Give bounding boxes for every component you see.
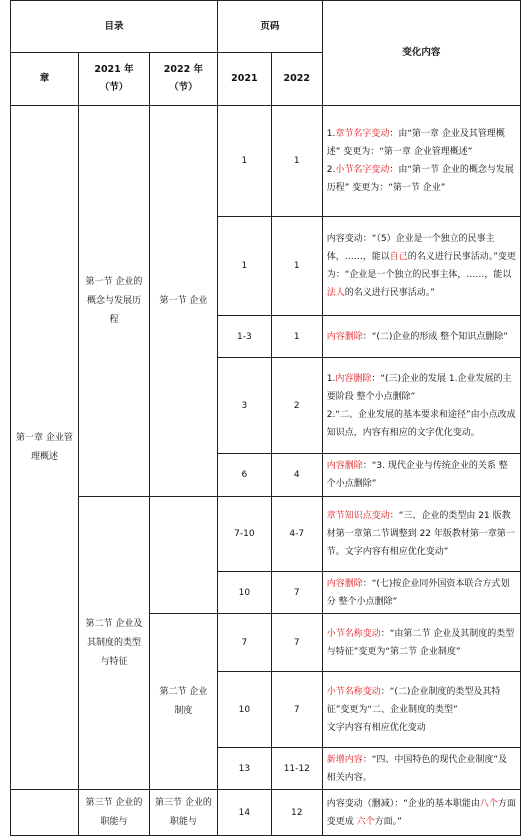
table-row bbox=[11, 497, 521, 572]
section-2021-cell bbox=[78, 497, 149, 790]
change-highlight: 章节名字变动 bbox=[335, 129, 390, 139]
change-line bbox=[327, 370, 516, 406]
change-text: ：由“第一节 企业的概念与发展历程” 变更为：“第一节 企业” bbox=[326, 165, 514, 193]
change-text: 2. bbox=[326, 165, 336, 175]
change-line bbox=[327, 625, 516, 661]
page-2021-cell: 10 bbox=[217, 572, 271, 614]
change-cell bbox=[322, 572, 520, 614]
change-line bbox=[327, 795, 516, 831]
change-text: ：“(三)企业的发展 1.企业发展的主要阶段 整个小点删除” bbox=[326, 373, 512, 402]
change-text: 的名义进行民事活动。” bbox=[344, 288, 435, 298]
section-2022-text: 第三节 企业的职能与 bbox=[154, 797, 212, 827]
change-text: ：“四、中国特色的现代企业制度”及相关内容。 bbox=[326, 754, 508, 783]
change-line bbox=[327, 457, 516, 493]
change-text: 2.“二、企业发展的基本要求和途径”由小点改成知识点，内容有相应的文字优化变动。 bbox=[326, 409, 516, 438]
change-text: 1. bbox=[326, 373, 336, 384]
page-2022-cell: 1 bbox=[271, 316, 322, 358]
page-2021-cell: 1 bbox=[217, 106, 271, 217]
section-2022-text: 第二节 企业制度 bbox=[159, 686, 208, 716]
change-text: ：“(二)企业制度的类型及其特征”变更为“二、企业制度的类型” bbox=[326, 686, 501, 715]
change-cell bbox=[322, 748, 520, 790]
change-highlight: 六个 bbox=[356, 816, 375, 827]
section-2021-text: 第二节 企业及其制度的类型与特征 bbox=[85, 618, 143, 667]
change-highlight: 八个 bbox=[479, 798, 498, 809]
change-highlight: 内容删除 bbox=[326, 331, 363, 342]
change-cell bbox=[322, 316, 520, 358]
change-line bbox=[327, 230, 516, 302]
change-line bbox=[327, 575, 516, 611]
change-highlight: 小节名称变动 bbox=[326, 628, 381, 639]
section-2021-cell bbox=[78, 790, 149, 836]
page-2021-cell: 1-3 bbox=[217, 316, 271, 358]
section-2022-cell bbox=[149, 614, 217, 790]
year-2022-header: 2022 年 （节） bbox=[149, 53, 217, 106]
page-2022-cell: 11-12 bbox=[271, 748, 322, 790]
table-row bbox=[11, 790, 521, 836]
change-highlight: 内容删除 bbox=[335, 373, 372, 384]
change-header: 变化内容 bbox=[322, 1, 520, 106]
section-2022-cell bbox=[149, 790, 217, 836]
change-text: 文字内容有相应优化变动 bbox=[326, 722, 426, 733]
change-line bbox=[327, 507, 516, 561]
year-2021-header: 2021 年 （节） bbox=[78, 53, 149, 106]
change-line bbox=[327, 683, 516, 719]
change-highlight: 小节名字变动 bbox=[335, 165, 390, 175]
change-cell bbox=[322, 497, 520, 572]
page-2022-cell: 12 bbox=[271, 790, 322, 836]
section-2021-cell bbox=[78, 106, 149, 497]
change-highlight: 内容删除 bbox=[326, 461, 363, 471]
change-cell bbox=[322, 454, 520, 497]
chapter-header: 章 bbox=[11, 53, 79, 106]
change-line bbox=[327, 406, 516, 442]
change-cell bbox=[322, 672, 520, 748]
change-cell bbox=[322, 106, 520, 217]
toc-header: 目录 bbox=[11, 1, 218, 53]
page-2021-cell: 7-10 bbox=[217, 497, 271, 572]
chapter-cell bbox=[11, 106, 79, 790]
page-2021-cell: 3 bbox=[217, 358, 271, 454]
page-2022-cell: 7 bbox=[271, 572, 322, 614]
change-text: ：“3. 现代企业与传统企业的关系 整个小点删除” bbox=[326, 461, 508, 489]
change-cell bbox=[322, 217, 520, 316]
change-text: 方面。” bbox=[374, 816, 402, 827]
change-highlight: 内容删除 bbox=[326, 578, 363, 589]
page-2021-cell: 6 bbox=[217, 454, 271, 497]
page-header: 页码 bbox=[217, 1, 322, 53]
change-cell bbox=[322, 790, 520, 836]
page-2022-cell: 2 bbox=[271, 358, 322, 454]
table-row bbox=[11, 106, 521, 217]
change-cell bbox=[322, 614, 520, 672]
change-cell bbox=[322, 358, 520, 454]
change-text: 内容变动：“（5）企业是一个独立的民事主体，……，能以 bbox=[326, 234, 495, 262]
change-line bbox=[327, 161, 516, 197]
change-highlight: 新增内容 bbox=[326, 754, 363, 765]
header-row-1 bbox=[11, 1, 521, 53]
page-2022-cell: 7 bbox=[271, 614, 322, 672]
page-2021-cell: 7 bbox=[217, 614, 271, 672]
change-text: 1. bbox=[326, 129, 336, 139]
section-2022-text: 第一节 企业 bbox=[159, 295, 208, 306]
change-highlight: 法人 bbox=[326, 288, 345, 298]
chapter-cell-empty bbox=[11, 790, 79, 836]
page-2021-header: 2021 bbox=[217, 53, 271, 106]
section-2021-text: 第一节 企业的概念与发展历程 bbox=[85, 276, 143, 325]
change-highlight: 小节名称变动 bbox=[326, 686, 381, 697]
change-text: ：“三、企业的类型由 21 版教材第一章第二节调整到 22 年版教材第一章第一节。文字内容有相应优化变动” bbox=[326, 511, 515, 557]
page-2022-cell: 1 bbox=[271, 217, 322, 316]
page-2022-cell: 4-7 bbox=[271, 497, 322, 572]
change-text: ：“(二)企业的形成 整个知识点删除” bbox=[362, 331, 508, 342]
page-2021-cell: 14 bbox=[217, 790, 271, 836]
section-2021-text: 第三节 企业的职能与 bbox=[85, 797, 143, 827]
change-text: 的名义进行民事活动。”变更为：“企业是一个独立的民事主体，……，能以 bbox=[326, 252, 516, 280]
change-text: ：由“第一章 企业及其管理概述” 变更为：“第一章 企业管理概述” bbox=[326, 129, 505, 157]
chapter-text: 第一章 企业管理概述 bbox=[16, 432, 73, 462]
change-highlight: 章节知识点变动 bbox=[326, 511, 390, 521]
change-line bbox=[327, 125, 516, 161]
change-line bbox=[327, 751, 516, 787]
page-2022-cell: 7 bbox=[271, 672, 322, 748]
change-highlight: 自己 bbox=[389, 252, 408, 262]
change-text: ：“(七)按企业同外国资本联合方式划分 整个小点删除” bbox=[326, 578, 510, 607]
section-2022-cell bbox=[149, 106, 217, 497]
page-2021-cell: 1 bbox=[217, 217, 271, 316]
page-2021-cell: 13 bbox=[217, 748, 271, 790]
page-2022-header: 2022 bbox=[271, 53, 322, 106]
change-comparison-table bbox=[10, 0, 521, 836]
change-text: ：“由第二节 企业及其制度的类型与特征”变更为“第二节 企业制度” bbox=[326, 628, 515, 657]
change-line bbox=[327, 719, 516, 737]
change-text: 方面 变更成 bbox=[326, 798, 516, 827]
page-2022-cell: 4 bbox=[271, 454, 322, 497]
page-2022-cell: 1 bbox=[271, 106, 322, 217]
change-text: 内容变动（删减）：“企业的基本职能由 bbox=[326, 798, 480, 809]
page-2021-cell: 10 bbox=[217, 672, 271, 748]
section-2022-cell-empty bbox=[149, 497, 217, 614]
change-line bbox=[327, 328, 516, 346]
